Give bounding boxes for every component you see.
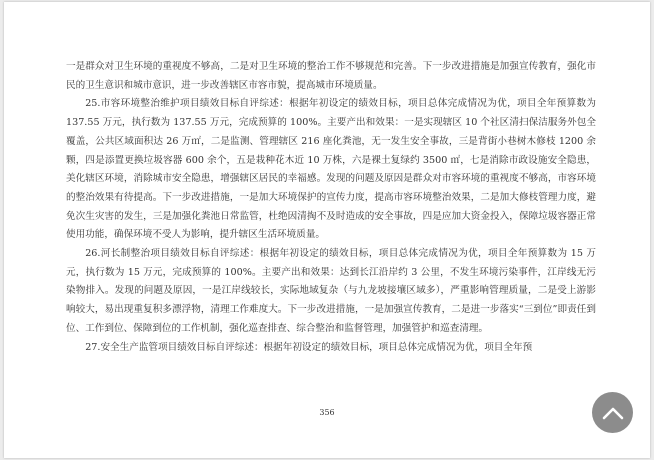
document-body	[66, 58, 596, 357]
paragraph-25: 25.市容环境整治维护项目绩效目标自评综述：根据年初设定的绩效目标，项目总体完成情况为优，项目全年预算数为 137.55 万元，执行数为 137.55 万元，完成预算的 100%。主要产出和效果：一是实现辖区 10 个社区清扫保洁服务外包全覆盖，公共区域面积达 26 万㎡，二是监测、管理辖区 216 座化粪池，无一发生安全事故，三是背街小巷树木修枝 1200 余颗，四是添置更换垃圾容器 600 余个，五是栽种花木近 10 万株，六是裸土复绿约 3500 ㎡，七是消除市政设施安全隐患，美化辖区环境，消除城市安全隐患，增强辖区居民的幸福感。发现的问题及原因是群众对市容环境的重视度不够高，市容环境的整治效果有待提高。下一步改进措施，一是加大环境保护的宣传力度，提高市容环境整治效果，二是加大修枝管理力度，避免次生灾害的发生，三是加强化粪池日常监管，杜绝因清掏不及时造成的安全事故，四是应加大资金投入，保障垃圾容器正常使用功能，确保环境不受人为影响，提升辖区生活环境质量。	[66, 98, 596, 241]
page-number: 356	[319, 408, 335, 417]
document-page	[4, 2, 650, 458]
paragraph-24-continuation: 一是群众对卫生环境的重视度不够高，二是对卫生环境的整治工作不够规范和完善。下一步改进措施是加强宣传教育，强化市民的卫生意识和城市意识，进一步改善辖区市容市貌，提高城市环境质量。	[66, 61, 596, 91]
paragraph-27: 27.安全生产监管项目绩效目标自评综述：根据年初设定的绩效目标，项目总体完成情况为优，项目全年预	[85, 341, 533, 353]
scroll-to-top-button[interactable]	[592, 392, 633, 433]
chevron-up-icon	[602, 406, 624, 420]
paragraph-26: 26.河长制整治项目绩效目标自评综述：根据年初设定的绩效目标，项目总体完成情况为优，项目全年预算数为 15 万元，执行数为 15 万元，完成预算的 100%。主要产出和效果：达到长江沿岸约 3 公里，不发生环境污染事件，江岸线无污染物排入。发现的问题及原因，一是江岸线较长，实际地域复杂（与九龙坡接壤区域多），严重影响管理质量，二是受上游影响较大，易出现重复积多漂浮物，清理工作难度大。下一步改进措施，一是加强宣传教育，二是进一步落实“三到位”即责任到位、工作到位、保障到位的工作机制，强化巡查排查、综合整治和监督管理，加强管护和巡查清理。	[66, 248, 596, 334]
